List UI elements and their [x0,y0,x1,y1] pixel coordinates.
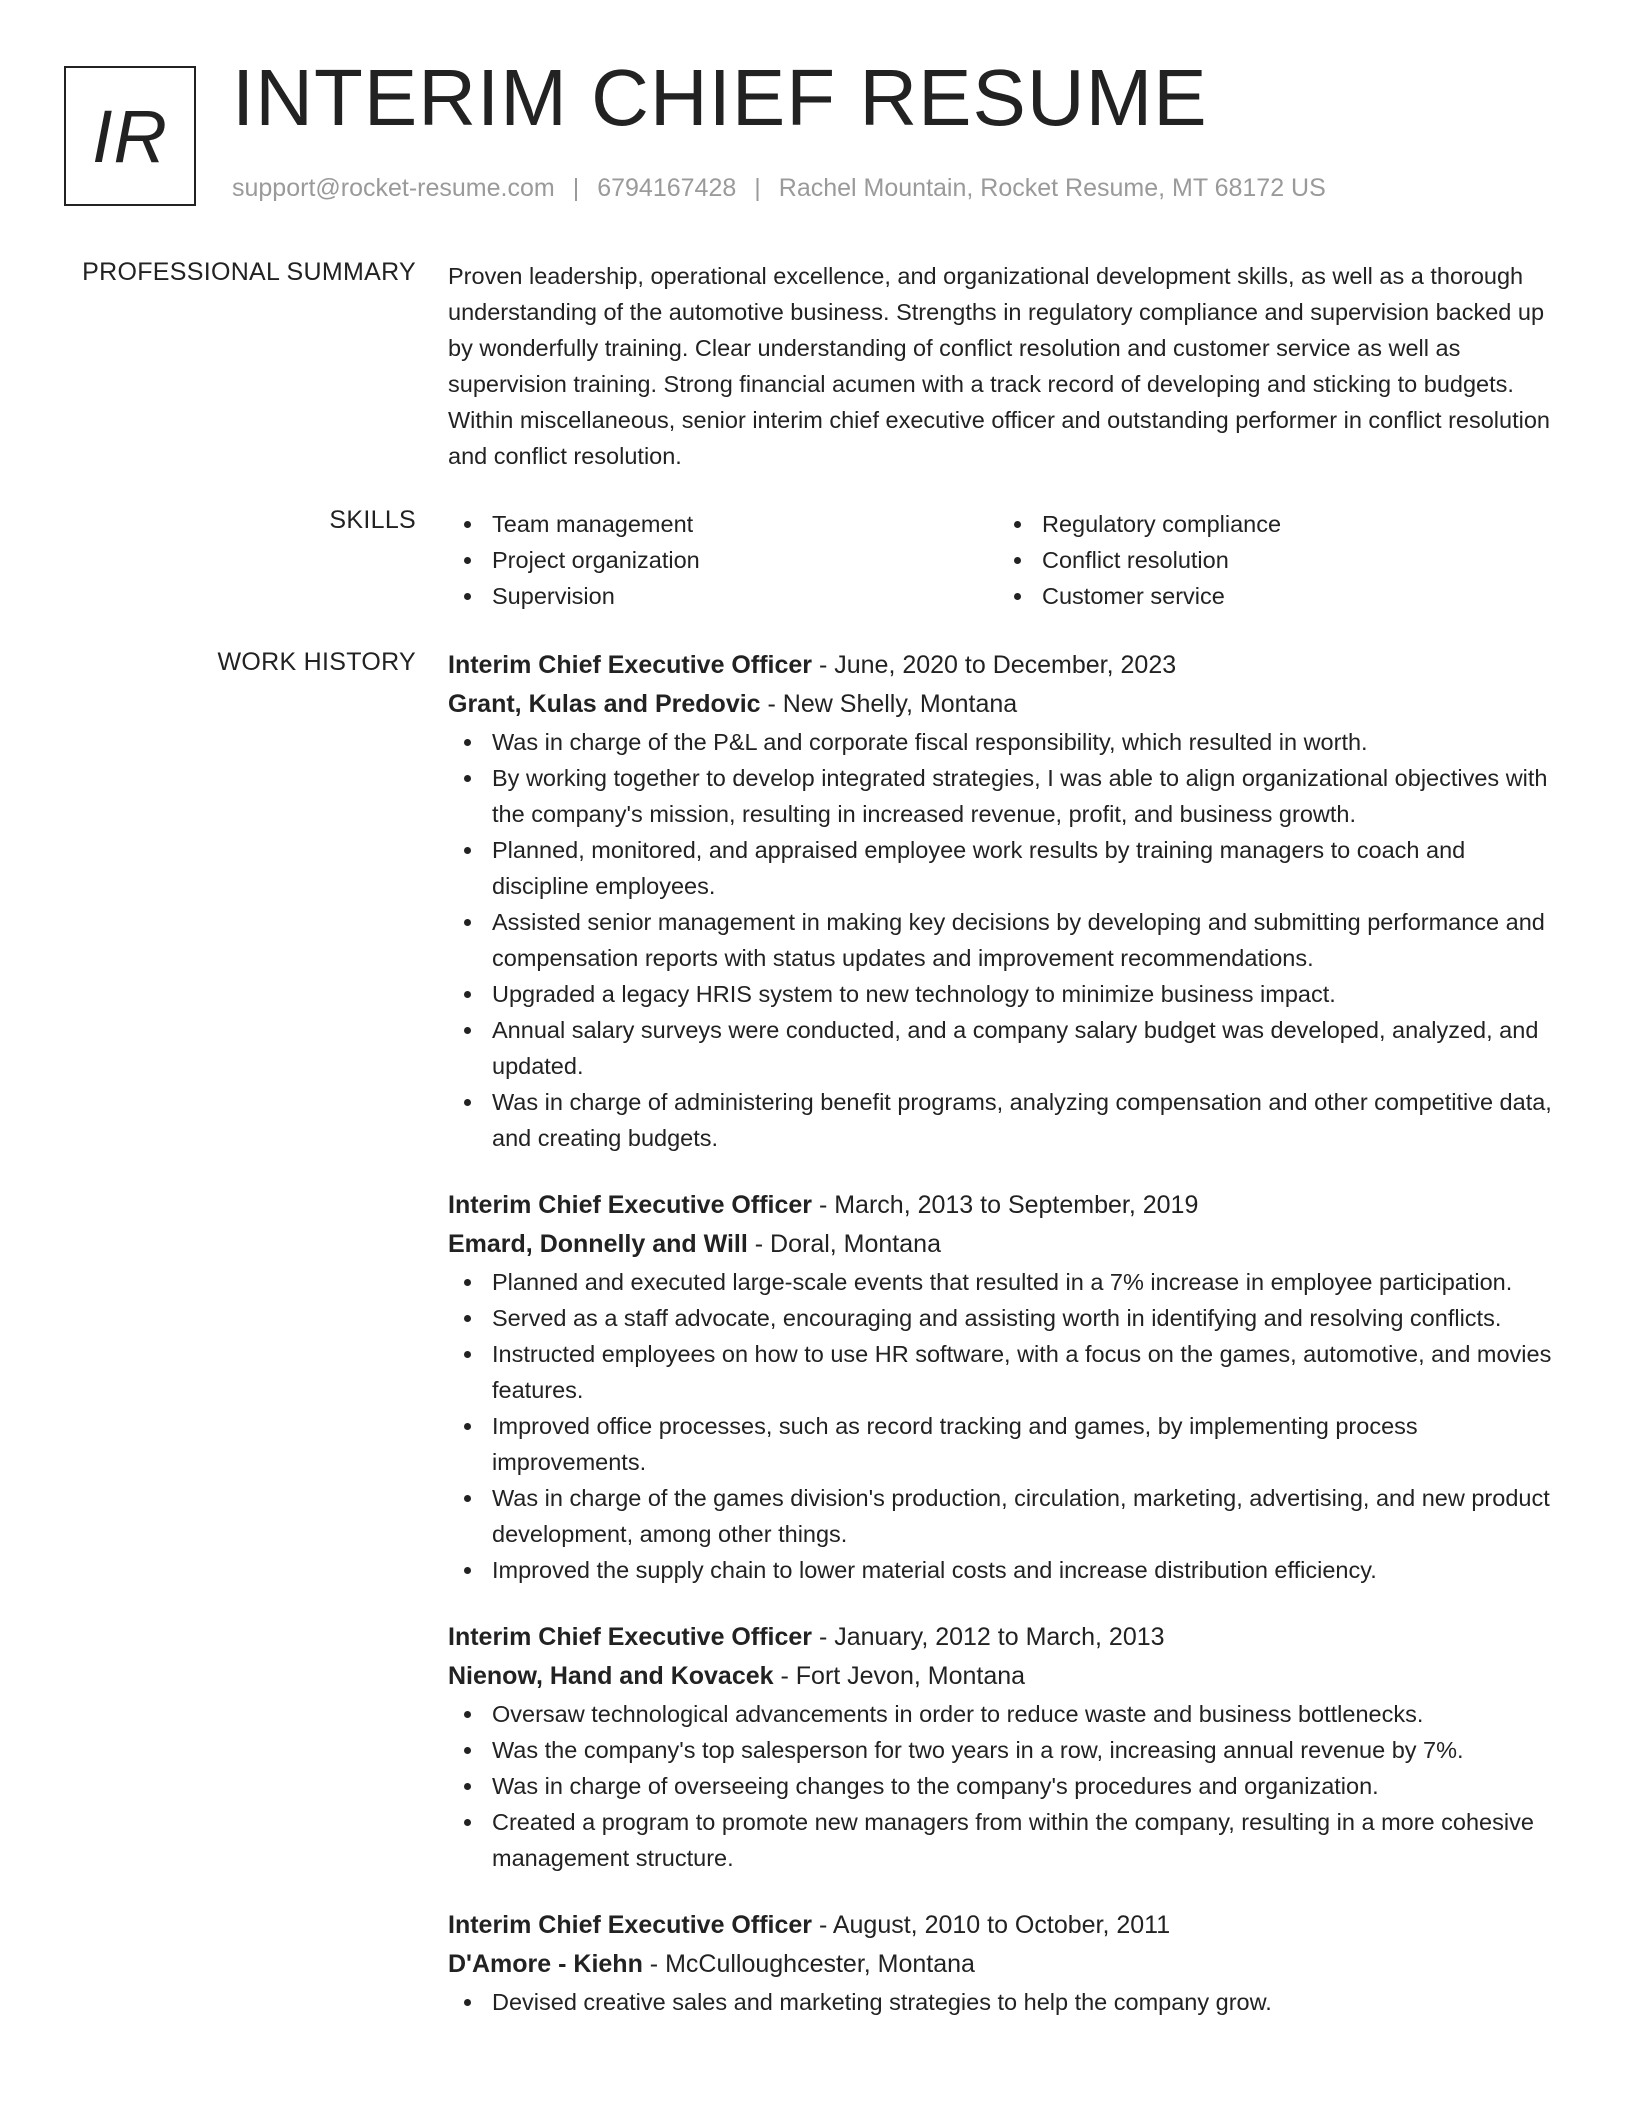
job-entry [448,646,1568,1156]
job-bullet: Was in charge of the games division's production, circulation, marketing, advertising, and new product development, among other things. [492,1480,1568,1552]
job-company-line [448,1225,1568,1264]
job-company-line [448,1945,1568,1984]
job-bullet: By working together to develop integrated strategies, I was able to align organizational objectives with the company's mission, resulting in increased revenue, profit, and business growth. [492,760,1568,832]
job-company: Grant, Kulas and Predovic [448,690,761,718]
skills-list-left [448,506,998,614]
job-bullet: Improved the supply chain to lower material costs and increase distribution efficiency. [492,1552,1568,1588]
job-title-line [448,1186,1568,1225]
job-title: Interim Chief Executive Officer [448,1911,813,1939]
job-bullet-list [448,1984,1568,2020]
job-bullet: Assisted senior management in making key decisions by developing and submitting performance and compensation reports with status updates and improvement recommendations. [492,904,1568,976]
skill-item: Supervision [492,578,998,614]
job-company-line [448,1657,1568,1696]
summary-text: Proven leadership, operational excellence, and organizational development skills, as well as a thorough understanding of the automotive business. Strengths in regulatory compliance and supervision backed up by wonderfully training. Clear understanding of conflict resolution and customer service as well as supervision training. Strong financial acumen with a track record of developing and sticking to budgets. Within miscellaneous, senior interim chief executive officer and outstanding performer in conflict resolution and conflict resolution. [448,263,1550,469]
job-bullet: Upgraded a legacy HRIS system to new technology to minimize business impact. [492,976,1568,1012]
job-entry [448,1186,1568,1588]
contact-email: support@rocket-resume.com [232,174,555,202]
contact-phone: 6794167428 [597,174,737,202]
job-location: - Fort Jevon, Montana [773,1662,1026,1690]
job-bullet: Was the company's top salesperson for two years in a row, increasing annual revenue by 7%. [492,1732,1568,1768]
job-entry [448,1906,1568,2020]
job-location: - Doral, Montana [747,1230,941,1258]
job-bullet-list [448,724,1568,1156]
job-company: Nienow, Hand and Kovacek [448,1662,774,1690]
job-dates: - August, 2010 to October, 2011 [812,1911,1171,1939]
contact-line [232,174,1326,203]
job-title: Interim Chief Executive Officer [448,651,813,679]
job-location: - McCulloughcester, Montana [642,1950,975,1978]
summary-heading: PROFESSIONAL SUMMARY [82,258,416,286]
skill-item: Regulatory compliance [1042,506,1548,542]
skills-heading: SKILLS [329,506,416,534]
job-bullet: Oversaw technological advancements in order to reduce waste and business bottlenecks. [492,1696,1568,1732]
skills-body [448,506,1568,614]
job-bullet: Was in charge of the P&L and corporate fiscal responsibility, which resulted in worth. [492,724,1568,760]
monogram-logo: IR [64,66,196,206]
job-dates: - January, 2012 to March, 2013 [812,1623,1165,1651]
work-history-body [448,646,1568,2050]
job-bullet: Improved office processes, such as record tracking and games, by implementing process improvements. [492,1408,1568,1480]
resume-title: INTERIM CHIEF RESUME [232,53,1208,142]
job-bullet: Was in charge of overseeing changes to the company's procedures and organization. [492,1768,1568,1804]
work-history-heading: WORK HISTORY [217,648,416,676]
job-bullet: Served as a staff advocate, encouraging and assisting worth in identifying and resolving conflicts. [492,1300,1568,1336]
job-company: D'Amore - Kiehn [448,1950,643,1978]
job-bullet: Was in charge of administering benefit programs, analyzing compensation and other competitive data, and creating budgets. [492,1084,1568,1156]
job-title: Interim Chief Executive Officer [448,1191,813,1219]
job-bullet: Instructed employees on how to use HR software, with a focus on the games, automotive, and movies features. [492,1336,1568,1408]
summary-body [448,258,1568,474]
contact-separator: | [754,174,761,202]
skill-item: Team management [492,506,998,542]
job-bullet: Planned, monitored, and appraised employee work results by training managers to coach and discipline employees. [492,832,1568,904]
job-title-line [448,1618,1568,1657]
job-bullet: Devised creative sales and marketing strategies to help the company grow. [492,1984,1568,2020]
job-bullet: Created a program to promote new managers from within the company, resulting in a more cohesive management structure. [492,1804,1568,1876]
contact-address: Rachel Mountain, Rocket Resume, MT 68172 US [778,174,1326,202]
contact-separator: | [572,174,580,202]
job-title-line [448,646,1568,685]
job-dates: - June, 2020 to December, 2023 [812,651,1177,679]
job-bullet: Annual salary surveys were conducted, and a company salary budget was developed, analyzed, and updated. [492,1012,1568,1084]
job-bullet: Planned and executed large-scale events that resulted in a 7% increase in employee participation. [492,1264,1568,1300]
job-dates: - March, 2013 to September, 2019 [812,1191,1199,1219]
job-bullet-list [448,1696,1568,1876]
job-entry [448,1618,1568,1876]
job-company: Emard, Donnelly and Will [448,1230,748,1258]
job-title-line [448,1906,1568,1945]
skills-list-right [998,506,1548,614]
skill-item: Project organization [492,542,998,578]
job-company-line [448,685,1568,724]
job-location: - New Shelly, Montana [760,690,1018,718]
job-bullet-list [448,1264,1568,1588]
skill-item: Customer service [1042,578,1548,614]
job-title: Interim Chief Executive Officer [448,1623,813,1651]
skill-item: Conflict resolution [1042,542,1548,578]
